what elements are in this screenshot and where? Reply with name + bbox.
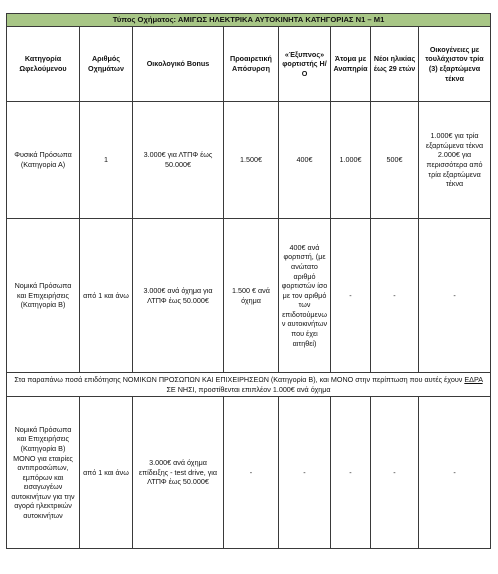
row-bonus: 3.000€ ανά όχημα για ΛΤΠΦ έως 50.000€ <box>133 219 224 373</box>
row-disability: 1.000€ <box>331 102 371 219</box>
row-youth: 500€ <box>371 102 419 219</box>
header-row <box>7 27 491 102</box>
row-category: Νομικά Πρόσωπα και Επιχειρήσεις (Κατηγορία Β) ΜΟΝΟ για εταιρίες αντιπροσώπων, εμπόρων και εισαγωγέων αυτοκινήτων για την αγορά ηλεκτρικών αυτοκινήτων <box>7 397 80 549</box>
note-text-underlined: ΕΔΡΑ <box>464 375 483 384</box>
row-disability: - <box>331 219 371 373</box>
header-vehicles: Αριθμός Οχημάτων <box>80 27 133 102</box>
row-vehicles: από 1 και άνω <box>80 219 133 373</box>
row-bonus: 3.000€ ανά όχημα επίδειξης - test drive, για ΛΤΠΦ έως 50.000€ <box>133 397 224 549</box>
row-disability: - <box>331 397 371 549</box>
subsidy-table <box>6 13 491 549</box>
header-eco-bonus: Οικολογικό Bonus <box>133 27 224 102</box>
island-note <box>7 373 491 397</box>
row-charger: 400€ <box>279 102 331 219</box>
row-category: Φυσικά Πρόσωπα (Κατηγορία Α) <box>7 102 80 219</box>
families-more-children: 2.000€ για περισσότερα από τρία εξαρτώμενα τέκνα <box>426 150 483 189</box>
note-text-end: ΣΕ ΝΗΣΙ, προστίθενται επιπλέον 1.000€ ανά όχημα <box>166 384 331 394</box>
row-scrappage: 1.500 € ανά όχημα <box>224 219 279 373</box>
row-families <box>419 102 491 219</box>
note-row <box>7 373 491 397</box>
header-families: Οικογένειες με τουλάχιστον τρία (3) εξαρτώμενα τέκνα <box>419 27 491 102</box>
header-scrappage: Προαιρετική Απόσυρση <box>224 27 279 102</box>
row-charger: - <box>279 397 331 549</box>
row-scrappage: 1.500€ <box>224 102 279 219</box>
row-category: Νομικά Πρόσωπα και Επιχειρήσεις (Κατηγορία Β) <box>7 219 80 373</box>
row-youth: - <box>371 219 419 373</box>
header-youth: Νέοι ηλικίας έως 29 ετών <box>371 27 419 102</box>
row-bonus: 3.000€ για ΛΤΠΦ έως 50.000€ <box>133 102 224 219</box>
subsidy-document <box>6 13 490 549</box>
table-row <box>7 219 491 373</box>
families-three-children: 1.000€ για τρία εξαρτώμενα τέκνα <box>425 131 484 150</box>
title-row <box>7 14 491 27</box>
row-youth: - <box>371 397 419 549</box>
note-text-start: Στα παραπάνω ποσά επιδότησης ΝΟΜΙΚΩΝ ΠΡΟΣΩΠΩΝ ΚΑΙ ΕΠΙΧΕΙΡΗΣΕΩΝ (Κατηγορία Β), και ΜΟΝΟ στην περίπτωση που αυτές έχουν <box>14 375 465 384</box>
row-vehicles: από 1 και άνω <box>80 397 133 549</box>
row-vehicles: 1 <box>80 102 133 219</box>
row-scrappage: - <box>224 397 279 549</box>
table-row <box>7 397 491 549</box>
header-smart-charger: «Έξυπνος» φορτιστής Η/Ο <box>279 27 331 102</box>
row-families: - <box>419 397 491 549</box>
table-row <box>7 102 491 219</box>
row-charger: 400€ ανά φορτιστή, (με ανώτατο αριθμό φορτιστών ίσο με τον αριθμό των επιδοτούμενων αυτοκινήτων που έχει αιτηθεί) <box>279 219 331 373</box>
table-title: Τύπος Οχήματος: ΑΜΙΓΩΣ ΗΛΕΚΤΡΙΚΑ ΑΥΤΟΚΙΝΗΤΑ ΚΑΤΗΓΟΡΙΑΣ Ν1 – Μ1 <box>7 14 491 27</box>
header-disability: Άτομα με Αναπηρία <box>331 27 371 102</box>
header-category: Κατηγορία Ωφελούμενου <box>7 27 80 102</box>
row-families: - <box>419 219 491 373</box>
